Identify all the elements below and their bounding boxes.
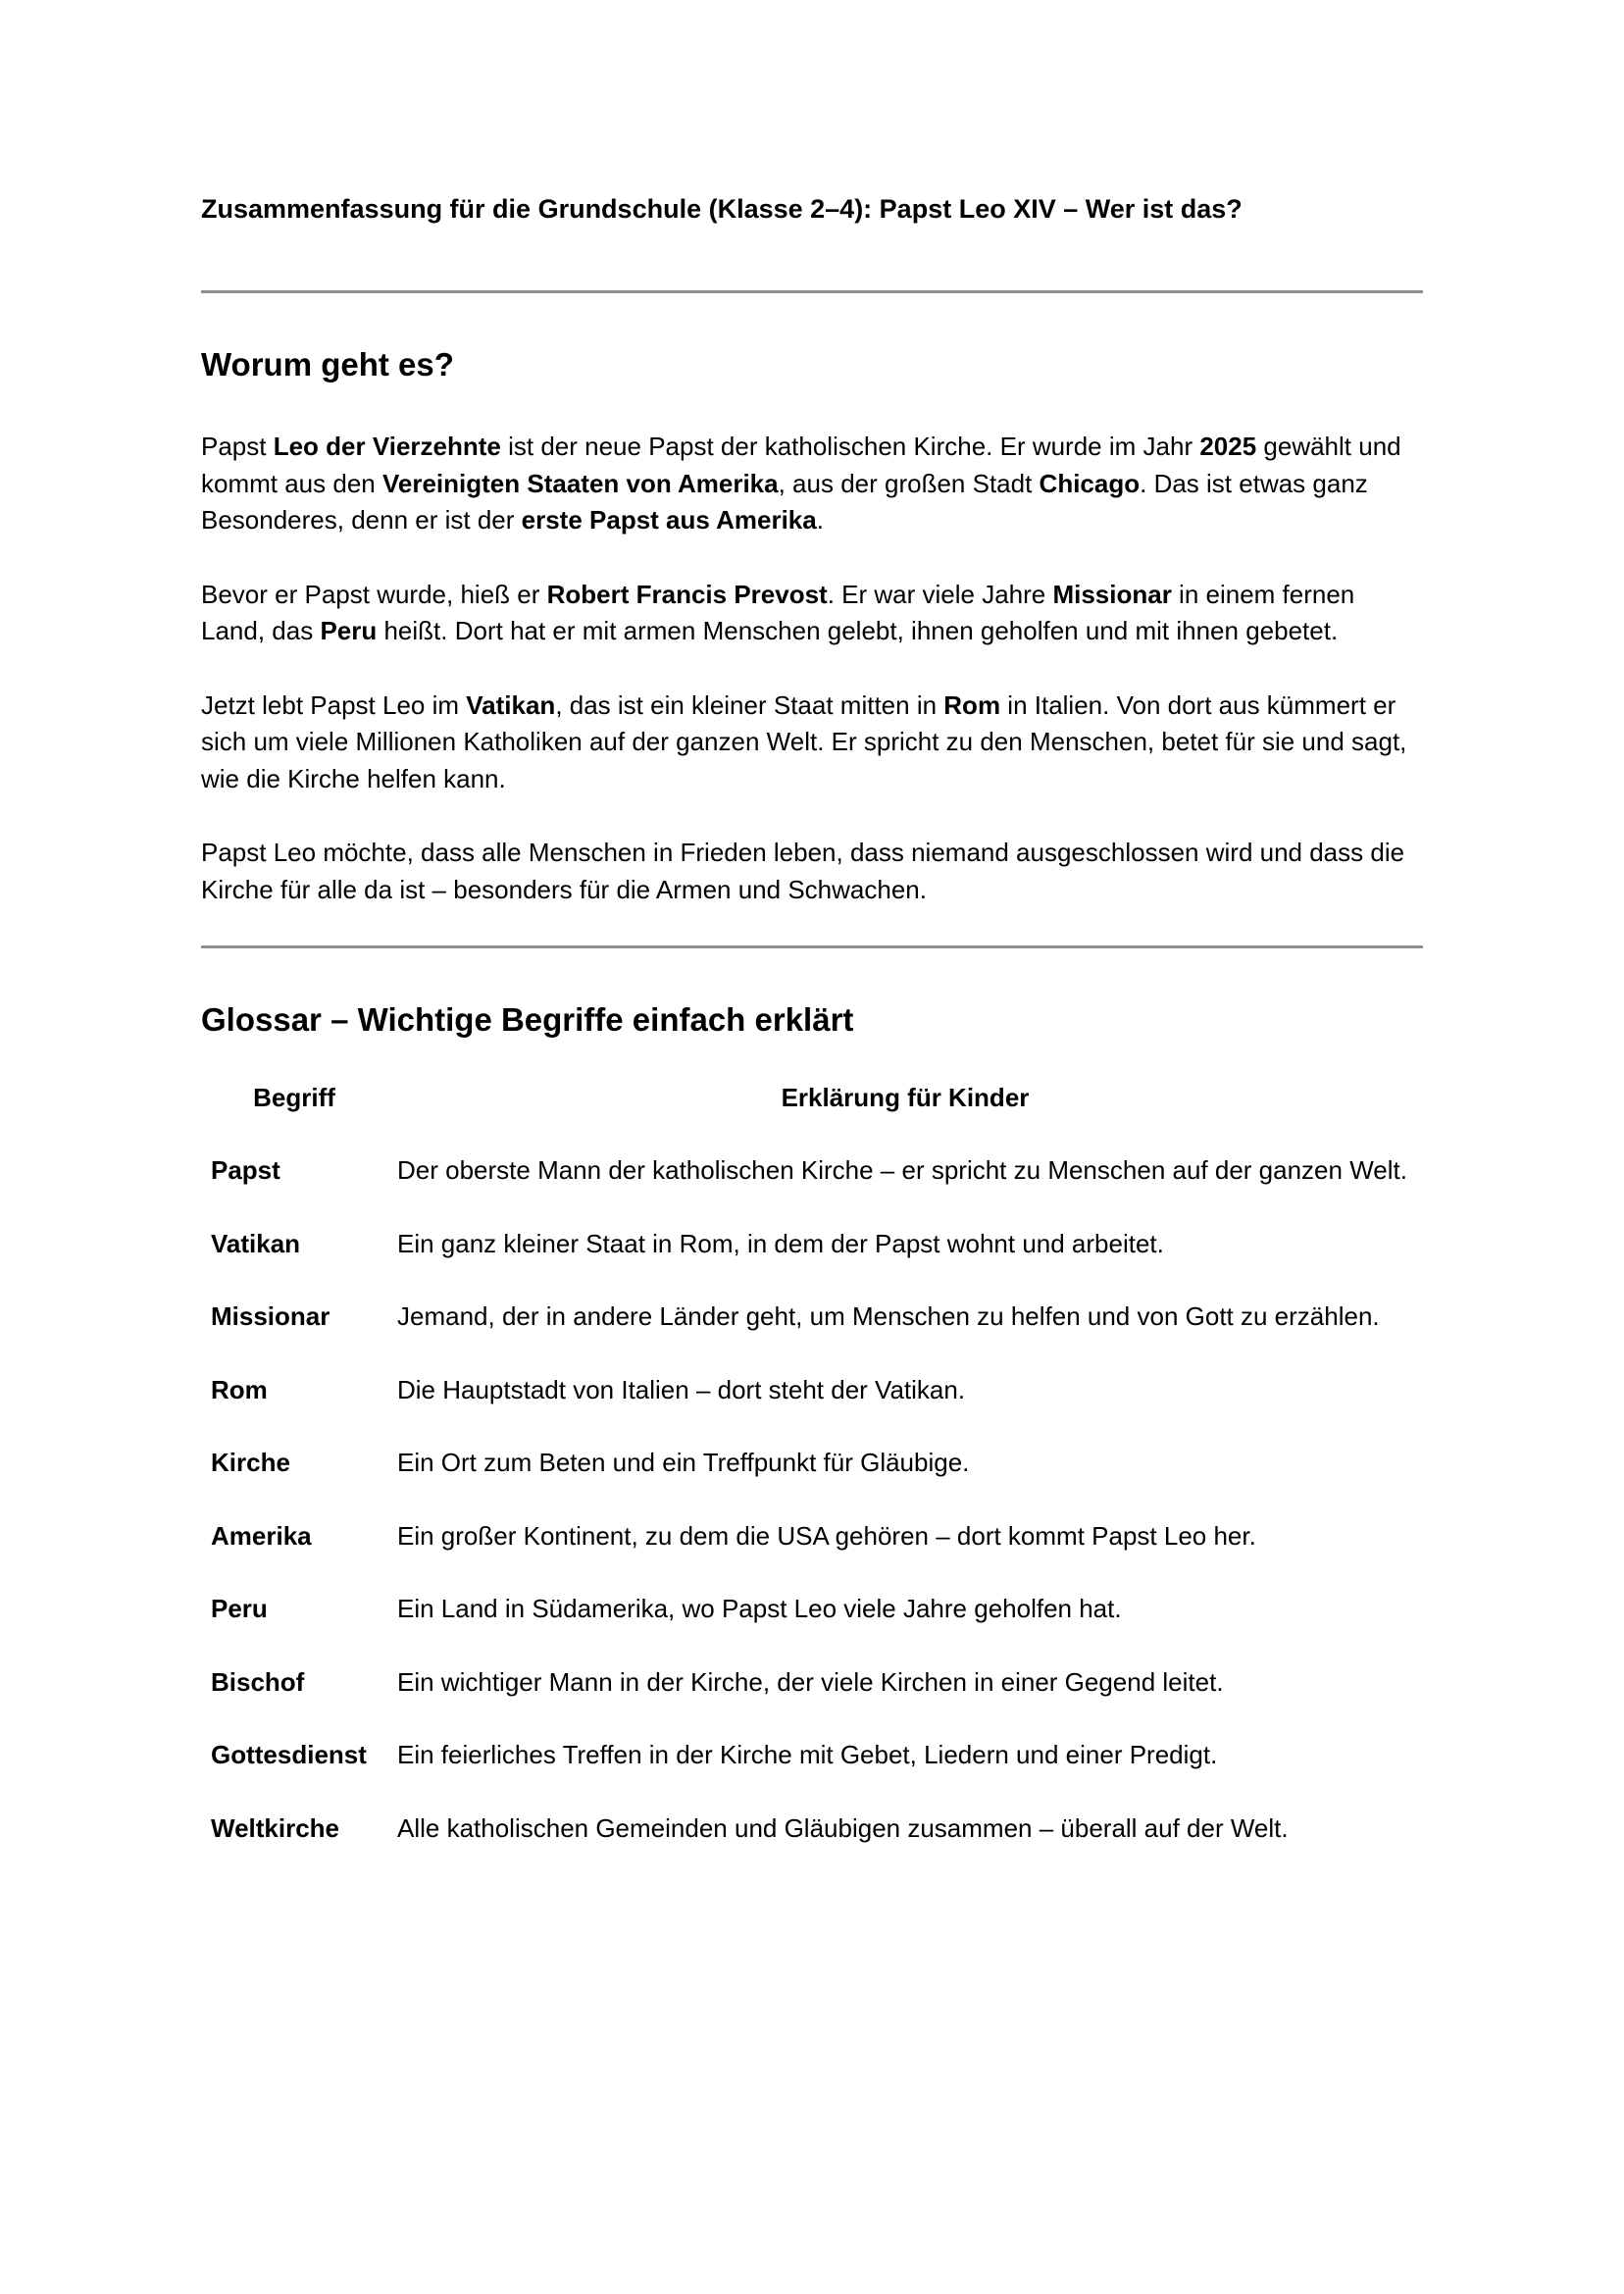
glossary-term: Kirche [211, 1448, 290, 1477]
glossary-header-row [201, 1061, 1423, 1135]
glossary-table [201, 1061, 1423, 1865]
glossary-definition: Alle katholischen Gemeinden und Gläubigen zusammen – überall auf der Welt. [397, 1812, 1289, 1843]
paragraph: Bevor er Papst wurde, hieß er Robert Francis Prevost. Er war viele Jahre Missionar in einem fernen Land, das Peru heißt. Dort hat er mit armen Menschen gelebt, ihnen geholfen und mit ihnen gebetet. [201, 579, 1355, 645]
glossary-row [201, 1135, 1423, 1208]
glossary-column-begriff: Begriff [253, 1082, 335, 1112]
glossary-definition: Ein Ort zum Beten und ein Treffpunkt für Gläubige. [397, 1448, 970, 1477]
paragraph: Papst Leo möchte, dass alle Menschen in Frieden leben, dass niemand ausgeschlossen wird und dass die Kirche für alle da ist – besonders für die Armen und Schwachen. [201, 838, 1405, 904]
glossary-definition: Jemand, der in andere Länder geht, um Menschen zu helfen und von Gott zu erzählen. [397, 1301, 1380, 1331]
section-heading-glossar: Glossar – Wichtige Begriffe einfach erklärt [201, 1001, 854, 1038]
glossary-definition: Ein wichtiger Mann in der Kirche, der viele Kirchen in einer Gegend leitet. [397, 1666, 1224, 1697]
glossary-definition: Ein ganz kleiner Staat in Rom, in dem der Papst wohnt und arbeitet. [397, 1228, 1164, 1258]
paragraph: Jetzt lebt Papst Leo im Vatikan, das ist ein kleiner Staat mitten in Rom in Italien. Von dort aus kümmert er sich um viele Millionen Katholiken auf der ganzen Welt. Er spricht zu den Menschen, betet für sie und sagt, wie die Kirche helfen kann. [201, 689, 1407, 793]
glossary-table-body [201, 1135, 1423, 1865]
glossary-term: Peru [211, 1594, 268, 1623]
glossary-row [201, 1427, 1423, 1501]
glossary-table-header [201, 1061, 1423, 1135]
glossary-row [201, 1719, 1423, 1793]
glossary-row [201, 1500, 1423, 1573]
glossary-term: Gottesdienst [211, 1740, 367, 1769]
intro-paragraphs [201, 429, 1423, 908]
section-divider [201, 945, 1423, 948]
glossary-row [201, 1353, 1423, 1427]
glossary-column-erklaerung: Erklärung für Kinder [781, 1082, 1030, 1112]
glossary-term: Missionar [211, 1301, 330, 1331]
glossary-definition: Die Hauptstadt von Italien – dort steht der Vatikan. [397, 1374, 966, 1404]
glossary-definition: Ein Land in Südamerika, wo Papst Leo viele Jahre geholfen hat. [397, 1594, 1122, 1623]
glossary-row [201, 1646, 1423, 1719]
glossary-definition: Ein feierliches Treffen in der Kirche mit Gebet, Liedern und einer Predigt. [397, 1740, 1218, 1769]
glossary-row [201, 1281, 1423, 1354]
section-divider [201, 290, 1423, 293]
glossary-term: Rom [211, 1374, 268, 1404]
section-heading-worum-geht-es: Worum geht es? [201, 346, 454, 382]
document-title: Zusammenfassung für die Grundschule (Klasse 2–4): Papst Leo XIV – Wer ist das? [201, 194, 1243, 224]
glossary-term: Vatikan [211, 1228, 301, 1258]
glossary-row [201, 1573, 1423, 1647]
glossary-definition: Ein großer Kontinent, zu dem die USA gehören – dort kommt Papst Leo her. [397, 1520, 1256, 1551]
glossary-row [201, 1792, 1423, 1865]
glossary-term: Amerika [211, 1520, 312, 1551]
glossary-term: Weltkirche [211, 1812, 340, 1843]
glossary-term: Bischof [211, 1666, 305, 1697]
paragraph: Papst Leo der Vierzehnte ist der neue Papst der katholischen Kirche. Er wurde im Jahr 2025 gewählt und kommt aus den Vereinigten Staaten von Amerika, aus der großen Stadt Chicago. Das ist etwas ganz Besonderes, denn er ist der erste Papst aus Amerika. [201, 432, 1401, 535]
glossary-definition: Der oberste Mann der katholischen Kirche – er spricht zu Menschen auf der ganzen Welt. [397, 1155, 1407, 1185]
glossary-row [201, 1207, 1423, 1281]
glossary-term: Papst [211, 1155, 280, 1185]
